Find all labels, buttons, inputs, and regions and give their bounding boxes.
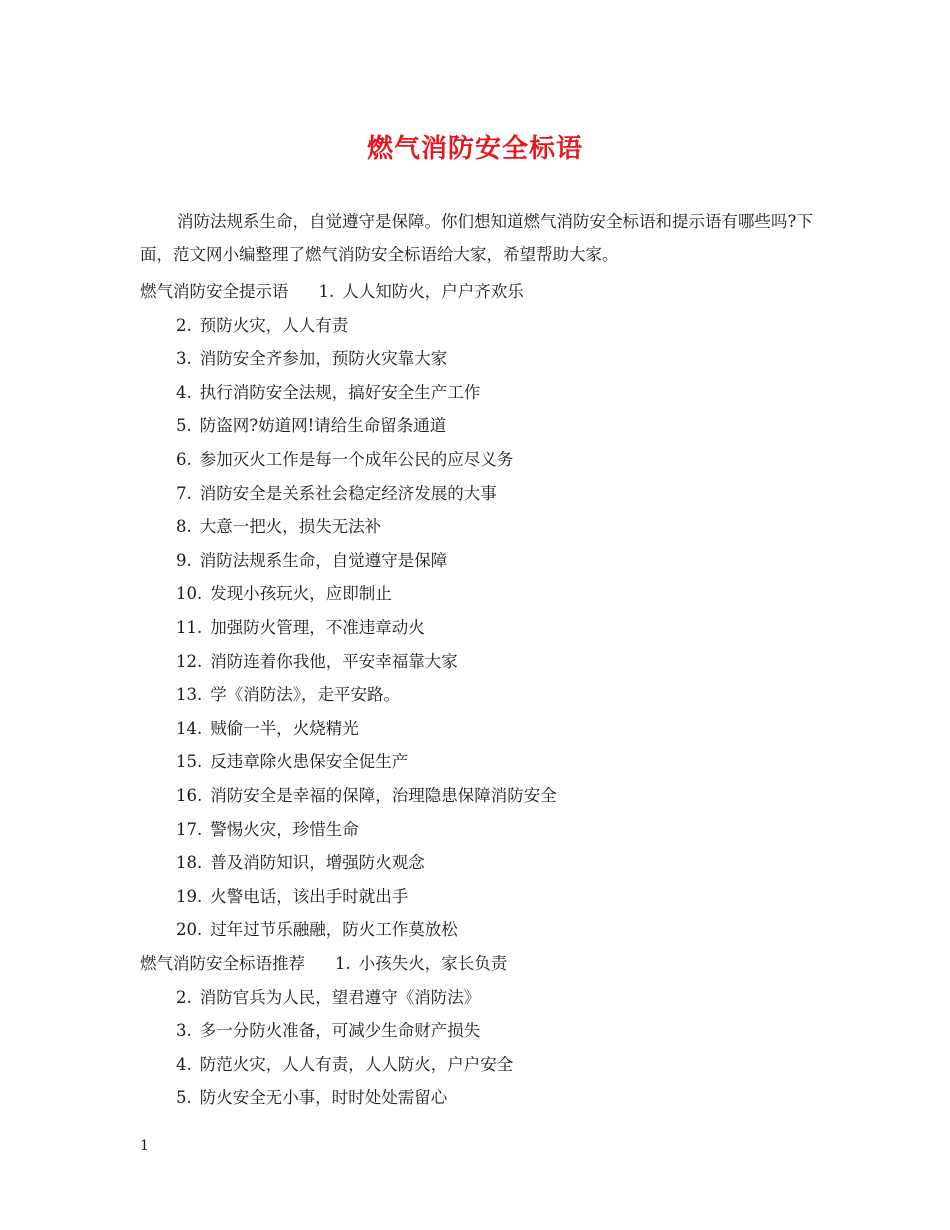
- list-item-number: 19.: [176, 886, 203, 906]
- list-item: [176, 819, 359, 841]
- section-heading: 燃气消防安全提示语: [140, 282, 289, 301]
- list-item-text: 参加灭火工作是每一个成年公民的应尽义务: [199, 450, 514, 469]
- list-item-number: 16.: [176, 786, 203, 805]
- list-item: [176, 315, 348, 337]
- list-item: [176, 651, 458, 673]
- list-item-number: 10.: [176, 584, 203, 604]
- list-item-text: 预防火灾，人人有责: [199, 315, 349, 335]
- list-item-number: 3.: [176, 349, 192, 369]
- list-item-text: 消防法规系生命，自觉遵守是保障: [199, 550, 448, 570]
- list-item-text: 消防安全是幸福的保障，治理隐患保障消防安全: [210, 786, 557, 805]
- list-item-number: 7.: [176, 483, 192, 503]
- list-item: [176, 617, 425, 639]
- list-item-number: 5.: [176, 416, 192, 436]
- list-item-number: 20.: [176, 920, 203, 940]
- section-heading-line: [140, 953, 507, 975]
- section-heading: 燃气消防安全标语推荐: [140, 954, 305, 973]
- list-item-text: 防盗网?妨道网!请给生命留条通道: [199, 416, 447, 436]
- list-item-number: 3.: [176, 1021, 192, 1041]
- list-item: [176, 684, 400, 706]
- list-item-text: 贼偷一半，火烧精光: [210, 718, 359, 738]
- list-item: [176, 516, 381, 538]
- list-item: [176, 886, 408, 908]
- list-item: [176, 348, 447, 370]
- list-item-text: 发现小孩玩火，应即制止: [210, 584, 392, 604]
- list-item: [176, 785, 557, 807]
- list-item-number: 4.: [176, 1054, 192, 1074]
- list-item-text: 小孩失火，家长负责: [358, 954, 508, 973]
- list-item-number: 9.: [176, 550, 192, 570]
- list-item-text: 学《消防法》，走平安路。: [210, 685, 400, 705]
- list-item-text: 大意一把火，损失无法补: [199, 517, 382, 537]
- list-item-number: 6.: [176, 450, 192, 469]
- list-item-text: 人人知防火，户户齐欢乐: [342, 282, 524, 301]
- list-item-text: 消防连着你我他，平安幸福靠大家: [210, 651, 458, 671]
- list-item-text: 反违章除火患保安全促生产: [210, 752, 409, 772]
- list-item-number: 12.: [176, 651, 203, 671]
- list-item-text: 多一分防火准备，可减少生命财产损失: [199, 1021, 481, 1041]
- list-item: [176, 718, 359, 740]
- list-item-text: 防范火灾，人人有责，人人防火，户户安全: [199, 1054, 514, 1074]
- list-item-text: 防火安全无小事，时时处处需留心: [199, 1088, 448, 1108]
- list-item-number: 14.: [176, 718, 203, 738]
- list-item-number: 1.: [318, 282, 335, 301]
- list-item-number: 5.: [176, 1088, 192, 1108]
- list-item-number: 2.: [176, 315, 192, 335]
- list-item-text: 火警电话，该出手时就出手: [210, 886, 409, 906]
- list-item-number: 8.: [176, 517, 192, 537]
- list-item: [176, 919, 458, 941]
- list-item-text: 消防官兵为人民，望君遵守《消防法》: [199, 987, 481, 1007]
- section-heading-line: [140, 281, 524, 303]
- list-item: [176, 483, 497, 505]
- list-item-number: 2.: [176, 987, 192, 1007]
- list-item-text: 加强防火管理，不准违章动火: [210, 618, 425, 637]
- list-item: [176, 415, 446, 437]
- list-item: [176, 583, 392, 605]
- list-item: [176, 382, 480, 404]
- list-item-text: 警惕火灾，珍惜生命: [210, 819, 359, 839]
- intro-paragraph: 消防法规系生命，自觉遵守是保障。你们想知道燃气消防安全标语和提示语有哪些吗?下面，范文网小编整理了燃气消防安全标语给大家，希望帮助大家。: [140, 212, 813, 264]
- document-title: 燃气消防安全标语: [366, 134, 583, 164]
- list-item-text: 消防安全是关系社会稳定经济发展的大事: [199, 483, 497, 503]
- list-item: [176, 550, 447, 572]
- list-item-number: 13.: [176, 685, 203, 705]
- list-item-text: 执行消防安全法规，搞好安全生产工作: [199, 382, 481, 402]
- list-item-number: 4.: [176, 382, 192, 402]
- list-item: [176, 1087, 447, 1109]
- list-item-number: 1.: [335, 954, 351, 973]
- list-item: [176, 751, 408, 773]
- list-item-text: 过年过节乐融融，防火工作莫放松: [210, 920, 458, 940]
- list-item-text: 消防安全齐参加，预防火灾靠大家: [199, 349, 448, 369]
- list-item: [176, 449, 513, 471]
- list-item-number: 17.: [176, 819, 203, 839]
- list-item: [176, 1020, 480, 1042]
- list-item: [176, 1054, 513, 1076]
- list-item-number: 11.: [176, 618, 203, 637]
- page-number: 1: [140, 1138, 149, 1154]
- list-item: [176, 987, 480, 1009]
- list-item-text: 普及消防知识，增强防火观念: [210, 853, 425, 873]
- list-item-number: 15.: [176, 752, 203, 772]
- list-item-number: 18.: [176, 853, 203, 873]
- list-item: [176, 852, 425, 874]
